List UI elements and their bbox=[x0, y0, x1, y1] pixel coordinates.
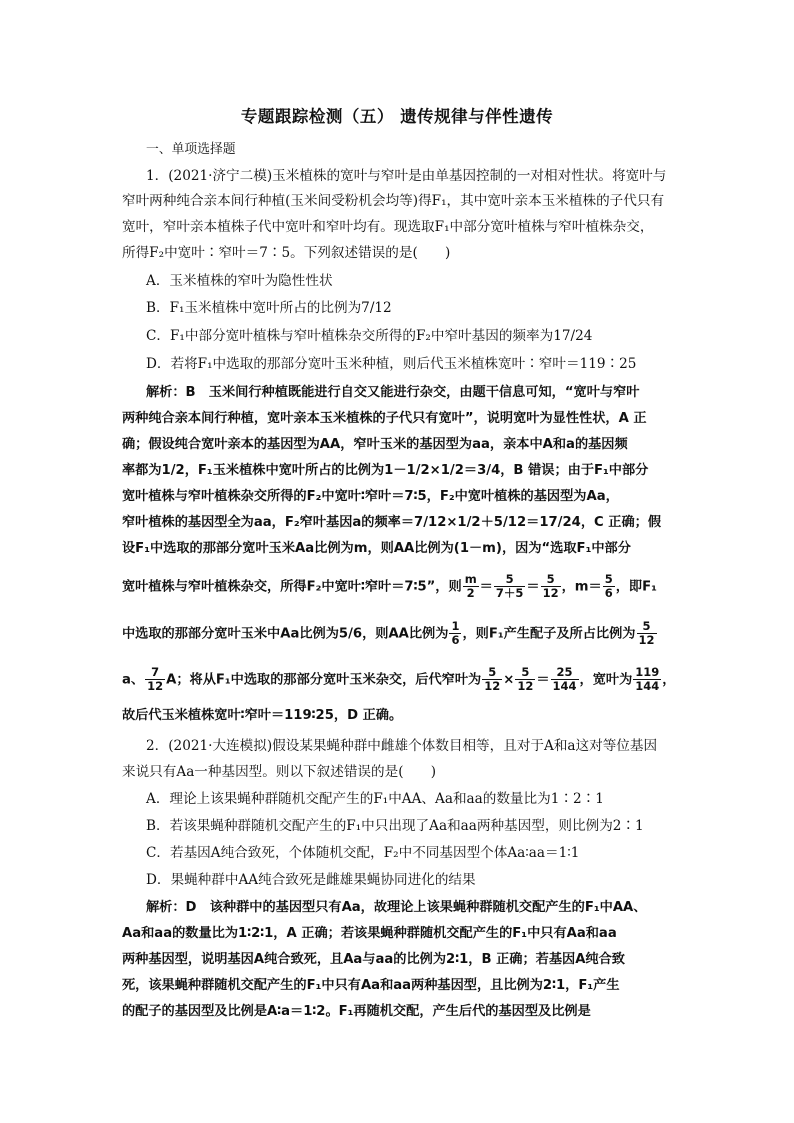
text-run: ＝ bbox=[536, 672, 550, 688]
q1-stem-line: 宽叶，窄叶亲本植株子代中宽叶和窄叶均有。现选取F₁中部分宽叶植株与窄叶植株杂交， bbox=[122, 219, 654, 235]
numerator: 5 bbox=[637, 620, 657, 634]
text-run: 宽叶植株与窄叶植株杂交，所得F₂中宽叶∶窄叶＝7∶5”，则 bbox=[122, 579, 462, 595]
text-run: ＝ bbox=[479, 579, 493, 595]
q1-explanation-line: 解析：B 玉米间行种植既能进行自交又能进行杂交，由题干信息可知，“宽叶与窄叶 bbox=[146, 385, 640, 400]
numerator: 5 bbox=[482, 666, 502, 680]
text-run: ， bbox=[662, 672, 676, 688]
fraction bbox=[145, 666, 165, 693]
denominator: 144 bbox=[552, 679, 577, 693]
text-run: ＝ bbox=[526, 579, 540, 595]
q1-explanation-line: 故后代玉米植株宽叶∶窄叶＝119∶25，D 正确。 bbox=[122, 708, 403, 723]
q1-stem-line: 窄叶两种纯合亲本间行种植(玉米间受粉机会均等)得F₁，其中宽叶亲本玉米植株的子代只有 bbox=[122, 193, 665, 209]
numerator: 1 bbox=[451, 619, 460, 633]
denominator: 6 bbox=[604, 586, 613, 600]
q2-explanation-line: 死，该果蝇种群随机交配产生的F₁中只有Aa和aa两种基因型，且比例为2∶1，F₁产生 bbox=[122, 978, 620, 993]
numerator: 5 bbox=[515, 666, 535, 680]
q1-explanation-line bbox=[122, 666, 675, 693]
text-run: ，宽叶为 bbox=[579, 672, 633, 688]
text-run: ，即F₁ bbox=[615, 579, 657, 595]
q2-option-d: D．果蝇种群中AA纯合致死是雌雄果蝇协同进化的结果 bbox=[146, 872, 476, 888]
denominator: 12 bbox=[484, 679, 501, 693]
q1-explanation-line: 窄叶植株的基因型全为aa，F₂窄叶基因a的频率＝7/12×1/2＋5/12＝17/24，C 正确；假 bbox=[122, 515, 662, 530]
denominator: 7＋5 bbox=[495, 586, 524, 600]
fraction bbox=[637, 620, 657, 647]
denominator: 6 bbox=[451, 633, 460, 647]
q1-explanation-line: 宽叶植株与窄叶植株杂交所得的F₂中宽叶∶窄叶＝7∶5，F₂中宽叶植株的基因型为Aa， bbox=[122, 489, 619, 504]
text-run: 中选取的那部分宽叶玉米中Aa比例为5/6，则AA比例为 bbox=[122, 626, 449, 642]
q1-option-a: A．玉米植株的窄叶为隐性性状 bbox=[146, 273, 333, 289]
section-heading: 一、单项选择题 bbox=[146, 142, 236, 157]
page-title: 专题跟踪检测（五） 遗传规律与伴性遗传 bbox=[240, 107, 554, 126]
numerator: 119 bbox=[635, 665, 660, 679]
q1-stem-line: 1．(2021·济宁二模)玉米植株的宽叶与窄叶是由单基因控制的一对相对性状。将宽叶与 bbox=[146, 168, 667, 184]
fraction bbox=[449, 620, 461, 647]
denominator: 12 bbox=[147, 679, 164, 693]
numerator: m bbox=[464, 572, 477, 586]
q1-option-c: C．F₁中部分宽叶植株与窄叶植株杂交所得的F₂中窄叶基因的频率为17/24 bbox=[146, 328, 593, 344]
numerator: 25 bbox=[551, 666, 579, 680]
fraction bbox=[463, 573, 479, 600]
q1-stem-line: 所得F₂中宽叶∶窄叶＝7∶5。下列叙述错误的是( ) bbox=[122, 245, 451, 261]
q2-explanation-line: 的配子的基因型及比例是A∶a＝1∶2。F₁再随机交配，产生后代的基因型及比例是 bbox=[122, 1004, 591, 1019]
q2-option-c: C．若基因A纯合致死，个体随机交配，F₂中不同基因型个体Aa∶aa＝1∶1 bbox=[146, 845, 580, 861]
fraction bbox=[482, 666, 502, 693]
denominator: 2 bbox=[466, 586, 475, 600]
text-run: ，m＝ bbox=[561, 579, 602, 595]
q2-option-b: B．若该果蝇种群随机交配产生的F₁中只出现了Aa和aa两种基因型，则比例为2∶1 bbox=[146, 818, 644, 834]
fraction bbox=[551, 666, 579, 693]
fraction bbox=[603, 573, 615, 600]
fraction bbox=[494, 573, 526, 600]
q1-explanation-line: 设F₁中选取的那部分宽叶玉米Aa比例为m，则AA比例为(1－m)，因为“选取F₁中部分 bbox=[122, 541, 631, 556]
fraction bbox=[515, 666, 535, 693]
numerator: 5 bbox=[541, 573, 561, 587]
denominator: 12 bbox=[638, 633, 655, 647]
text-run: × bbox=[503, 672, 515, 688]
q2-explanation-line: Aa和aa的数量比为1∶2∶1，A 正确；若该果蝇种群随机交配产生的F₁中只有Aa和aa bbox=[122, 926, 617, 941]
q1-explanation-line bbox=[122, 573, 657, 600]
text-run: ，则F₁产生配子及所占比例为 bbox=[462, 626, 636, 642]
text-run: A；将从F₁中选取的那部分宽叶玉米杂交，后代窄叶为 bbox=[166, 672, 482, 688]
numerator: 7 bbox=[145, 666, 165, 680]
text-run: a、 bbox=[122, 672, 145, 688]
q2-stem-line: 2．(2021·大连模拟)假设某果蝇种群中雌雄个体数目相等，且对于A和a这对等位基因 bbox=[146, 738, 658, 754]
denominator: 12 bbox=[517, 679, 534, 693]
denominator: 144 bbox=[635, 679, 660, 693]
q1-explanation-line: 确；假设纯合宽叶亲本的基因型为AA，窄叶玉米的基因型为aa，亲本中A和a的基因频 bbox=[122, 437, 628, 452]
q2-stem-line: 来说只有Aa一种基因型。则以下叙述错误的是( ) bbox=[122, 764, 436, 780]
q1-explanation-line bbox=[122, 620, 658, 647]
fraction bbox=[633, 666, 661, 693]
q1-explanation-line: 两种纯合亲本间行种植，宽叶亲本玉米植株的子代只有宽叶”，说明宽叶为显性性状，A 正 bbox=[122, 411, 647, 426]
numerator: 5 bbox=[494, 573, 526, 587]
fraction bbox=[541, 573, 561, 600]
q1-option-b: B．F₁玉米植株中宽叶所占的比例为7/12 bbox=[146, 300, 392, 316]
numerator: 5 bbox=[604, 572, 613, 586]
q1-option-d: D．若将F₁中选取的那部分宽叶玉米种植，则后代玉米植株宽叶∶窄叶＝119∶25 bbox=[146, 356, 637, 372]
q1-explanation-line: 率都为1/2，F₁玉米植株中宽叶所占的比例为1－1/2×1/2＝3/4，B 错误；由于F₁中部分 bbox=[122, 463, 649, 478]
q2-explanation-line: 解析：D 该种群中的基因型只有Aa，故理论上该果蝇种群随机交配产生的F₁中AA、 bbox=[146, 900, 647, 915]
q2-explanation-line: 两种基因型，说明基因A纯合致死，且Aa与aa的比例为2∶1，B 正确；若基因A纯合致 bbox=[122, 952, 625, 967]
denominator: 12 bbox=[542, 586, 559, 600]
q2-option-a: A．理论上该果蝇种群随机交配产生的F₁中AA、Aa和aa的数量比为1∶2∶1 bbox=[146, 791, 604, 807]
